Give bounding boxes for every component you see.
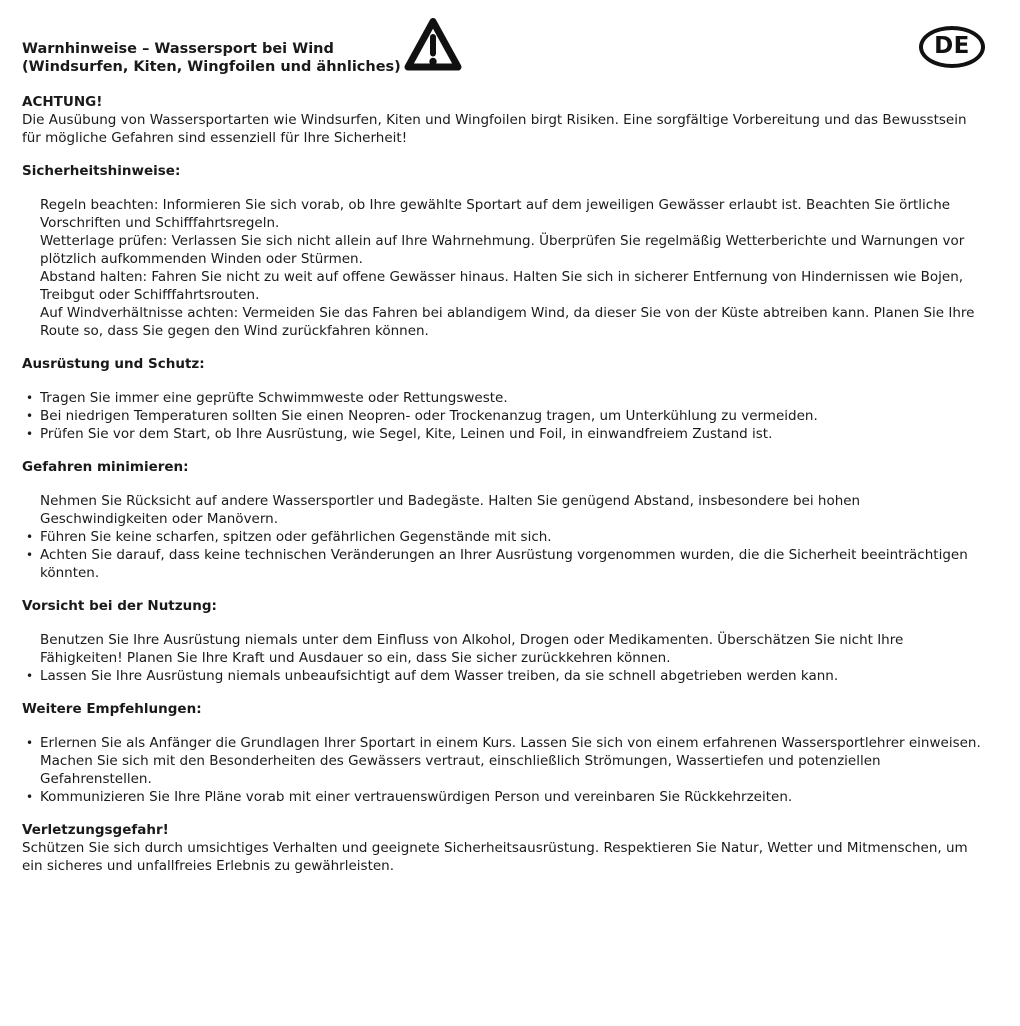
bullet-dot: • xyxy=(26,427,34,441)
bullet-dot: • xyxy=(26,409,34,423)
bullet-text: Prüfen Sie vor dem Start, ob Ihre Ausrüstung, wie Segel, Kite, Leinen und Foil, in einwandfreiem Zustand ist. xyxy=(40,426,773,442)
section-heading: Weitere Empfehlungen: xyxy=(22,701,202,717)
section-vorsicht xyxy=(22,597,985,685)
language-badge-label: DE xyxy=(934,33,970,59)
section-heading: ACHTUNG! xyxy=(22,94,103,110)
bullet-item-continuation xyxy=(22,752,985,788)
indented-paragraph: Wetterlage prüfen: Verlassen Sie sich nicht allein auf Ihre Wahrnehmung. Überprüfen Sie regelmäßig Wetterberichte und Warnungen vor plötzlich aufkommenden Winden oder Stürmen. xyxy=(40,233,965,267)
bullet-item xyxy=(22,425,985,443)
section-achtung xyxy=(22,93,985,147)
bullet-text: Lassen Sie Ihre Ausrüstung niemals unbeaufsichtigt auf dem Wasser treiben, da sie schnell abgetrieben werden kann. xyxy=(40,668,839,684)
bullet-item xyxy=(22,734,985,752)
warning-triangle-icon xyxy=(403,16,463,76)
bullet-dot: • xyxy=(26,548,34,562)
bullet-item xyxy=(22,788,985,806)
bullet-text: Achten Sie darauf, dass keine technischen Veränderungen an Ihrer Ausrüstung vorgenommen wurden, die die Sicherheit beeinträchtigen könnten. xyxy=(40,547,968,581)
section-heading: Sicherheitshinweise: xyxy=(22,163,181,179)
bullet-item xyxy=(22,389,985,407)
bullet-item xyxy=(22,667,985,685)
bullet-dot-empty xyxy=(26,752,40,788)
paragraph: Schützen Sie sich durch umsichtiges Verhalten und geeignete Sicherheitsausrüstung. Respektieren Sie Natur, Wetter und Mitmenschen, um ein sicheres und unfallfreies Erlebnis zu gewährleisten. xyxy=(22,840,968,874)
section-heading: Verletzungsgefahr! xyxy=(22,822,169,838)
title-line-1: Warnhinweise – Wassersport bei Wind xyxy=(22,41,334,57)
bullet-text: Tragen Sie immer eine geprüfte Schwimmweste oder Rettungsweste. xyxy=(40,390,508,406)
section-verletzungsgefahr xyxy=(22,821,985,875)
bullet-text: Bei niedrigen Temperaturen sollten Sie einen Neopren- oder Trockenanzug tragen, um Unterkühlung zu vermeiden. xyxy=(40,408,818,424)
bullet-text: Machen Sie sich mit den Besonderheiten des Gewässers vertraut, einschließlich Strömungen, Wassertiefen und potenziellen Gefahrenstellen. xyxy=(40,753,881,787)
document-header xyxy=(22,0,985,79)
section-empfehlungen xyxy=(22,700,985,806)
indented-paragraph: Regeln beachten: Informieren Sie sich vorab, ob Ihre gewählte Sportart auf dem jeweiligen Gewässer erlaubt ist. Beachten Sie örtliche Vorschriften und Schifffahrtsregeln. xyxy=(40,197,951,231)
bullet-item xyxy=(22,528,985,546)
bullet-dot: • xyxy=(26,790,34,804)
bullet-dot: • xyxy=(26,391,34,405)
section-ausruestung xyxy=(22,355,985,443)
document-title xyxy=(22,40,401,76)
section-heading: Vorsicht bei der Nutzung: xyxy=(22,598,217,614)
indented-paragraph: Nehmen Sie Rücksicht auf andere Wassersportler und Badegäste. Halten Sie genügend Abstand, insbesondere bei hohen Geschwindigkeiten oder Manövern. xyxy=(40,493,861,527)
indented-paragraph: Auf Windverhältnisse achten: Vermeiden Sie das Fahren bei ablandigem Wind, da dieser Sie von der Küste abtreiben kann. Planen Sie Ihre Route so, dass Sie gegen den Wind zurückfahren können. xyxy=(40,305,975,339)
title-line-2: (Windsurfen, Kiten, Wingfoilen und ähnliches) xyxy=(22,59,401,75)
bullet-text: Kommunizieren Sie Ihre Pläne vorab mit einer vertrauenswürdigen Person und vereinbaren Sie Rückkehrzeiten. xyxy=(40,789,793,805)
indented-paragraph: Abstand halten: Fahren Sie nicht zu weit auf offene Gewässer hinaus. Halten Sie sich in sicherer Entfernung von Hindernissen wie Bojen, Treibgut oder Schifffahrtsrouten. xyxy=(40,269,964,303)
section-gefahren xyxy=(22,458,985,582)
bullet-dot: • xyxy=(26,736,34,750)
bullet-dot: • xyxy=(26,669,34,683)
bullet-dot: • xyxy=(26,530,34,544)
bullet-item xyxy=(22,407,985,425)
bullet-text: Erlernen Sie als Anfänger die Grundlagen Ihrer Sportart in einem Kurs. Lassen Sie sich von einem erfahrenen Wassersportlehrer einweisen. xyxy=(40,735,981,751)
indented-paragraph: Benutzen Sie Ihre Ausrüstung niemals unter dem Einfluss von Alkohol, Drogen oder Medikamenten. Überschätzen Sie nicht Ihre Fähigkeiten! Planen Sie Ihre Kraft und Ausdauer so ein, dass Sie sicher zurückkehren können. xyxy=(40,632,904,666)
section-heading: Ausrüstung und Schutz: xyxy=(22,356,205,372)
bullet-item xyxy=(22,546,985,582)
language-badge xyxy=(919,26,985,68)
bullet-text: Führen Sie keine scharfen, spitzen oder gefährlichen Gegenstände mit sich. xyxy=(40,529,552,545)
section-sicherheitshinweise xyxy=(22,162,985,340)
paragraph: Die Ausübung von Wassersportarten wie Windsurfen, Kiten und Wingfoilen birgt Risiken. Eine sorgfältige Vorbereitung und das Bewusstsein für mögliche Gefahren sind essenziell für Ihre Sicherheit! xyxy=(22,112,967,146)
section-heading: Gefahren minimieren: xyxy=(22,459,189,475)
